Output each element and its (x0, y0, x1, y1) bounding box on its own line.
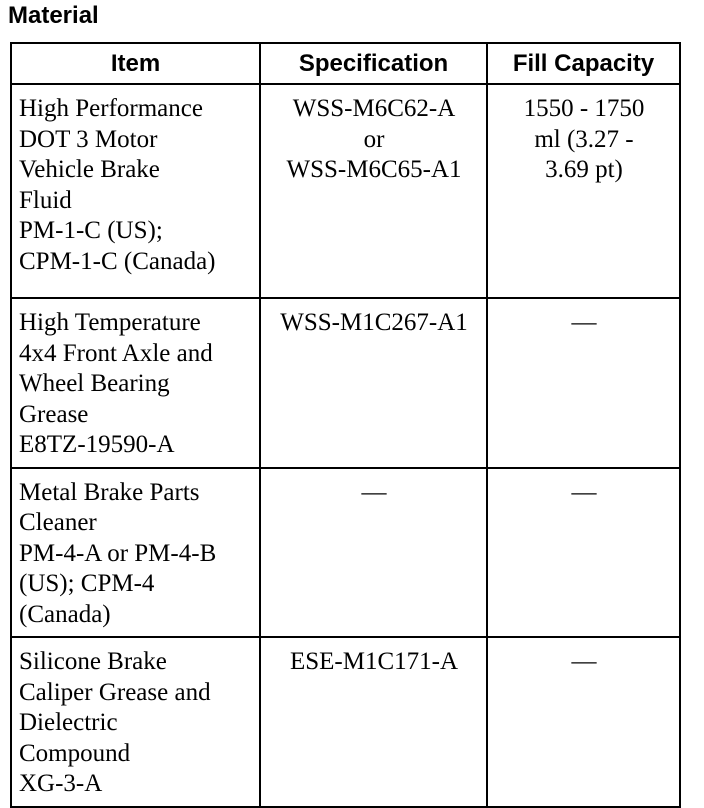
table-row (11, 468, 680, 638)
fill-capacity-line: — (571, 648, 597, 675)
specification-line: ESE-M1C171-A (289, 648, 459, 675)
item-line: PM-4-A or PM-4-B (19, 539, 217, 567)
item-line: XG-3-A (19, 770, 103, 797)
item-line: Dielectric (19, 709, 118, 736)
fill-capacity-cell (487, 298, 680, 468)
item-line: High Performance (19, 95, 203, 122)
item-line: DOT 3 Motor (19, 125, 158, 153)
fill-capacity-cell (487, 84, 680, 298)
item-cell (11, 468, 260, 638)
item-line: 4x4 Front Axle and (19, 339, 213, 367)
item-line: PM-1-C (US); (19, 217, 163, 244)
specification-cell (260, 468, 487, 638)
specification-line: WSS-M1C267-A1 (280, 309, 468, 336)
item-cell (11, 298, 260, 468)
material-table (10, 42, 681, 808)
specification-line: WSS-M6C65-A1 (286, 156, 462, 183)
item-line: (US); CPM-4 (19, 570, 155, 597)
item-cell (11, 84, 260, 298)
item-line: High Temperature (19, 309, 201, 336)
fill-capacity-line: 1550 - 1750 (523, 95, 645, 122)
item-line: Metal Brake Parts (19, 478, 200, 506)
column-header-specification: Specification (260, 43, 487, 84)
specification-line: WSS-M6C62-A (292, 95, 456, 122)
item-cell (11, 637, 260, 807)
item-line: E8TZ-19590-A (19, 431, 175, 458)
fill-capacity-line: — (571, 309, 597, 336)
column-header-fill-capacity: Fill Capacity (487, 43, 680, 84)
column-header-item: Item (11, 43, 260, 84)
item-line: (Canada) (19, 600, 111, 628)
item-line: Compound (19, 739, 131, 767)
item-line: Cleaner (19, 509, 97, 536)
item-line: CPM-1-C (Canada) (19, 247, 216, 275)
item-line: Grease (19, 400, 89, 428)
fill-capacity-line: 3.69 pt) (545, 156, 623, 183)
table-row (11, 637, 680, 807)
fill-capacity-cell (487, 637, 680, 807)
table-row (11, 84, 680, 298)
table-header-row (11, 43, 680, 84)
specification-line: — (361, 478, 387, 506)
specification-cell (260, 637, 487, 807)
item-line: Wheel Bearing (19, 370, 170, 397)
item-line: Silicone Brake (19, 648, 167, 675)
item-line: Fluid (19, 186, 72, 214)
item-line: Caliper Grease and (19, 678, 211, 706)
item-line: Vehicle Brake (19, 156, 160, 183)
specification-line: or (363, 125, 385, 153)
fill-capacity-cell (487, 468, 680, 638)
specification-cell (260, 84, 487, 298)
fill-capacity-line: ml (3.27 - (534, 125, 634, 153)
specification-cell (260, 298, 487, 468)
fill-capacity-line: — (571, 478, 597, 506)
section-title: Material (8, 2, 99, 29)
table-row (11, 298, 680, 468)
